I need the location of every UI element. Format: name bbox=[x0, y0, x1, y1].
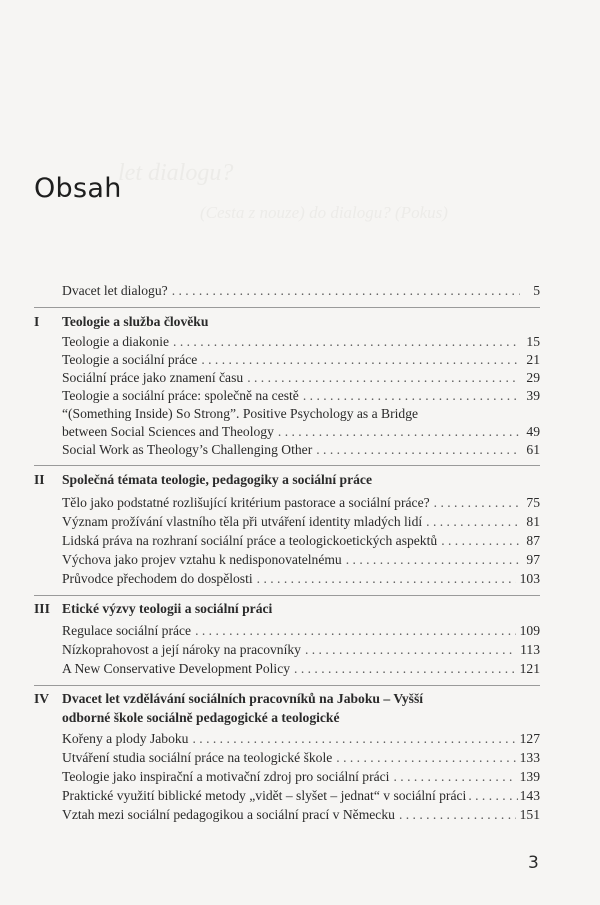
section-title: odborné škole sociálně pedagogické a teologické bbox=[62, 710, 340, 725]
section-divider bbox=[34, 685, 540, 686]
toc-entry-page: 39 bbox=[526, 388, 540, 403]
toc-entry-page: 133 bbox=[519, 750, 540, 765]
toc-entry[interactable] bbox=[62, 441, 540, 459]
toc-entry[interactable] bbox=[62, 351, 540, 369]
section-divider bbox=[34, 595, 540, 596]
toc-entry[interactable] bbox=[62, 622, 540, 640]
toc-entry-title: Dvacet let dialogu? bbox=[62, 283, 168, 298]
page-number: 3 bbox=[528, 853, 539, 873]
toc-entry-title: Průvodce přechodem do dospělosti bbox=[62, 571, 253, 586]
toc-entry-page: 49 bbox=[526, 424, 540, 439]
toc-entry[interactable] bbox=[62, 768, 540, 786]
leader-dots bbox=[247, 369, 520, 387]
leader-dots bbox=[172, 282, 520, 300]
section-divider bbox=[34, 465, 540, 466]
leader-dots bbox=[294, 660, 516, 678]
section-title: Teologie a služba člověku bbox=[62, 314, 209, 329]
toc-entry[interactable] bbox=[62, 787, 540, 805]
toc-entry-page: 29 bbox=[526, 370, 540, 385]
toc-entry-title: Sociální práce jako znamení času bbox=[62, 370, 244, 385]
page-title: Obsah bbox=[34, 173, 122, 205]
toc-entry-title: Význam prožívání vlastního těla při utváření identity mladých lidí bbox=[62, 514, 423, 529]
toc-entry-page: 143 bbox=[519, 788, 540, 803]
toc-entry[interactable] bbox=[62, 423, 540, 441]
toc-entry[interactable] bbox=[62, 333, 540, 351]
toc-entry-title: Social Work as Theology’s Challenging Other bbox=[62, 442, 313, 457]
toc-entry-page: 103 bbox=[519, 571, 540, 586]
toc-entry-page: 109 bbox=[519, 623, 540, 638]
toc-entry-title: Vztah mezi sociální pedagogikou a sociální prací v Německu bbox=[62, 807, 395, 822]
leader-dots bbox=[316, 441, 520, 459]
leader-dots bbox=[257, 570, 516, 588]
toc-entry-title: Tělo jako podstatné rozlišující kritérium pastorace a sociální práce? bbox=[62, 495, 430, 510]
toc-entry[interactable] bbox=[62, 369, 540, 387]
bleed-through-text-line1: let dialogu? bbox=[118, 160, 234, 186]
toc-entry-title: Teologie a sociální práce: společně na cestě bbox=[62, 388, 299, 403]
section-number: II bbox=[34, 472, 45, 487]
toc-entry-title: Praktické využití biblické metody „vidět – slyšet – jednat“ v sociální práci bbox=[62, 788, 467, 803]
toc-entry[interactable] bbox=[62, 660, 540, 678]
toc-entry-page: 97 bbox=[526, 552, 540, 567]
toc-entry[interactable] bbox=[62, 570, 540, 588]
toc-entry-title: Teologie jako inspirační a motivační zdroj pro sociální práci bbox=[62, 769, 390, 784]
toc-entry-title: Nízkoprahovost a její nároky na pracovníky bbox=[62, 642, 301, 657]
toc-entry-title: Utváření studia sociální práce na teologické škole bbox=[62, 750, 333, 765]
toc-entry-title: Regulace sociální práce bbox=[62, 623, 192, 638]
leader-dots bbox=[278, 423, 520, 441]
leader-dots bbox=[346, 551, 520, 569]
section-divider bbox=[34, 307, 540, 308]
leader-dots bbox=[468, 787, 517, 805]
toc-entry-title: A New Conservative Development Policy bbox=[62, 661, 291, 676]
toc-entry-page: 113 bbox=[520, 642, 540, 657]
bleed-through-text-line2: (Cesta z nouze) do dialogu? (Pokus) bbox=[200, 203, 448, 222]
toc-entry-page: 121 bbox=[519, 661, 540, 676]
leader-dots bbox=[305, 641, 516, 659]
leader-dots bbox=[426, 513, 520, 531]
toc-entry-title: Lidská práva na rozhraní sociální práce a teologickoetických aspektů bbox=[62, 533, 438, 548]
leader-dots bbox=[195, 622, 516, 640]
toc-entry-page: 127 bbox=[519, 731, 540, 746]
toc-entry-title: Teologie a diakonie bbox=[62, 334, 170, 349]
toc-entry[interactable] bbox=[62, 387, 540, 405]
section-number: I bbox=[34, 314, 40, 329]
leader-dots bbox=[441, 532, 520, 550]
toc-entry[interactable] bbox=[62, 730, 540, 748]
toc-entry[interactable] bbox=[62, 532, 540, 550]
leader-dots bbox=[201, 351, 520, 369]
toc-entry-page: 5 bbox=[533, 283, 540, 298]
leader-dots bbox=[336, 749, 515, 767]
toc-entry-page: 75 bbox=[526, 495, 540, 510]
toc-entry-page: 15 bbox=[526, 334, 540, 349]
leader-dots bbox=[399, 806, 516, 824]
toc-entry[interactable] bbox=[62, 551, 540, 569]
section-title: Společná témata teologie, pedagogiky a sociální práce bbox=[62, 472, 372, 487]
toc-entry[interactable] bbox=[62, 494, 540, 512]
section-title: Etické výzvy teologii a sociální práci bbox=[62, 601, 273, 616]
toc-entry-page: 21 bbox=[526, 352, 540, 367]
leader-dots bbox=[303, 387, 520, 405]
toc-entry-page: 139 bbox=[519, 769, 540, 784]
toc-entry[interactable] bbox=[62, 749, 540, 767]
toc-entry-title: between Social Sciences and Theology bbox=[62, 424, 274, 439]
toc-entry-page: 87 bbox=[526, 533, 540, 548]
toc-entry-intro[interactable] bbox=[62, 282, 540, 300]
leader-dots bbox=[434, 494, 520, 512]
section-number: III bbox=[34, 601, 50, 616]
toc-entry[interactable] bbox=[62, 513, 540, 531]
toc-entry[interactable] bbox=[62, 806, 540, 824]
toc-entry-title-line1: “(Something Inside) So Strong”. Positive Psychology as a Bridge bbox=[62, 406, 419, 421]
leader-dots bbox=[192, 730, 515, 748]
leader-dots bbox=[393, 768, 515, 786]
toc-entry[interactable] bbox=[62, 641, 540, 659]
leader-dots bbox=[173, 333, 520, 351]
toc-entry-title: Výchova jako projev vztahu k nedisponovatelnému bbox=[62, 552, 342, 567]
toc-entry-title: Kořeny a plody Jaboku bbox=[62, 731, 189, 746]
toc-entry-title: Teologie a sociální práce bbox=[62, 352, 198, 367]
section-number: IV bbox=[34, 691, 50, 706]
toc-entry-page: 151 bbox=[519, 807, 540, 822]
toc-entry-page: 81 bbox=[526, 514, 540, 529]
section-title-line1: Dvacet let vzdělávání sociálních pracovníků na Jaboku – Vyšší bbox=[62, 691, 424, 706]
toc-entry-page: 61 bbox=[526, 442, 540, 457]
